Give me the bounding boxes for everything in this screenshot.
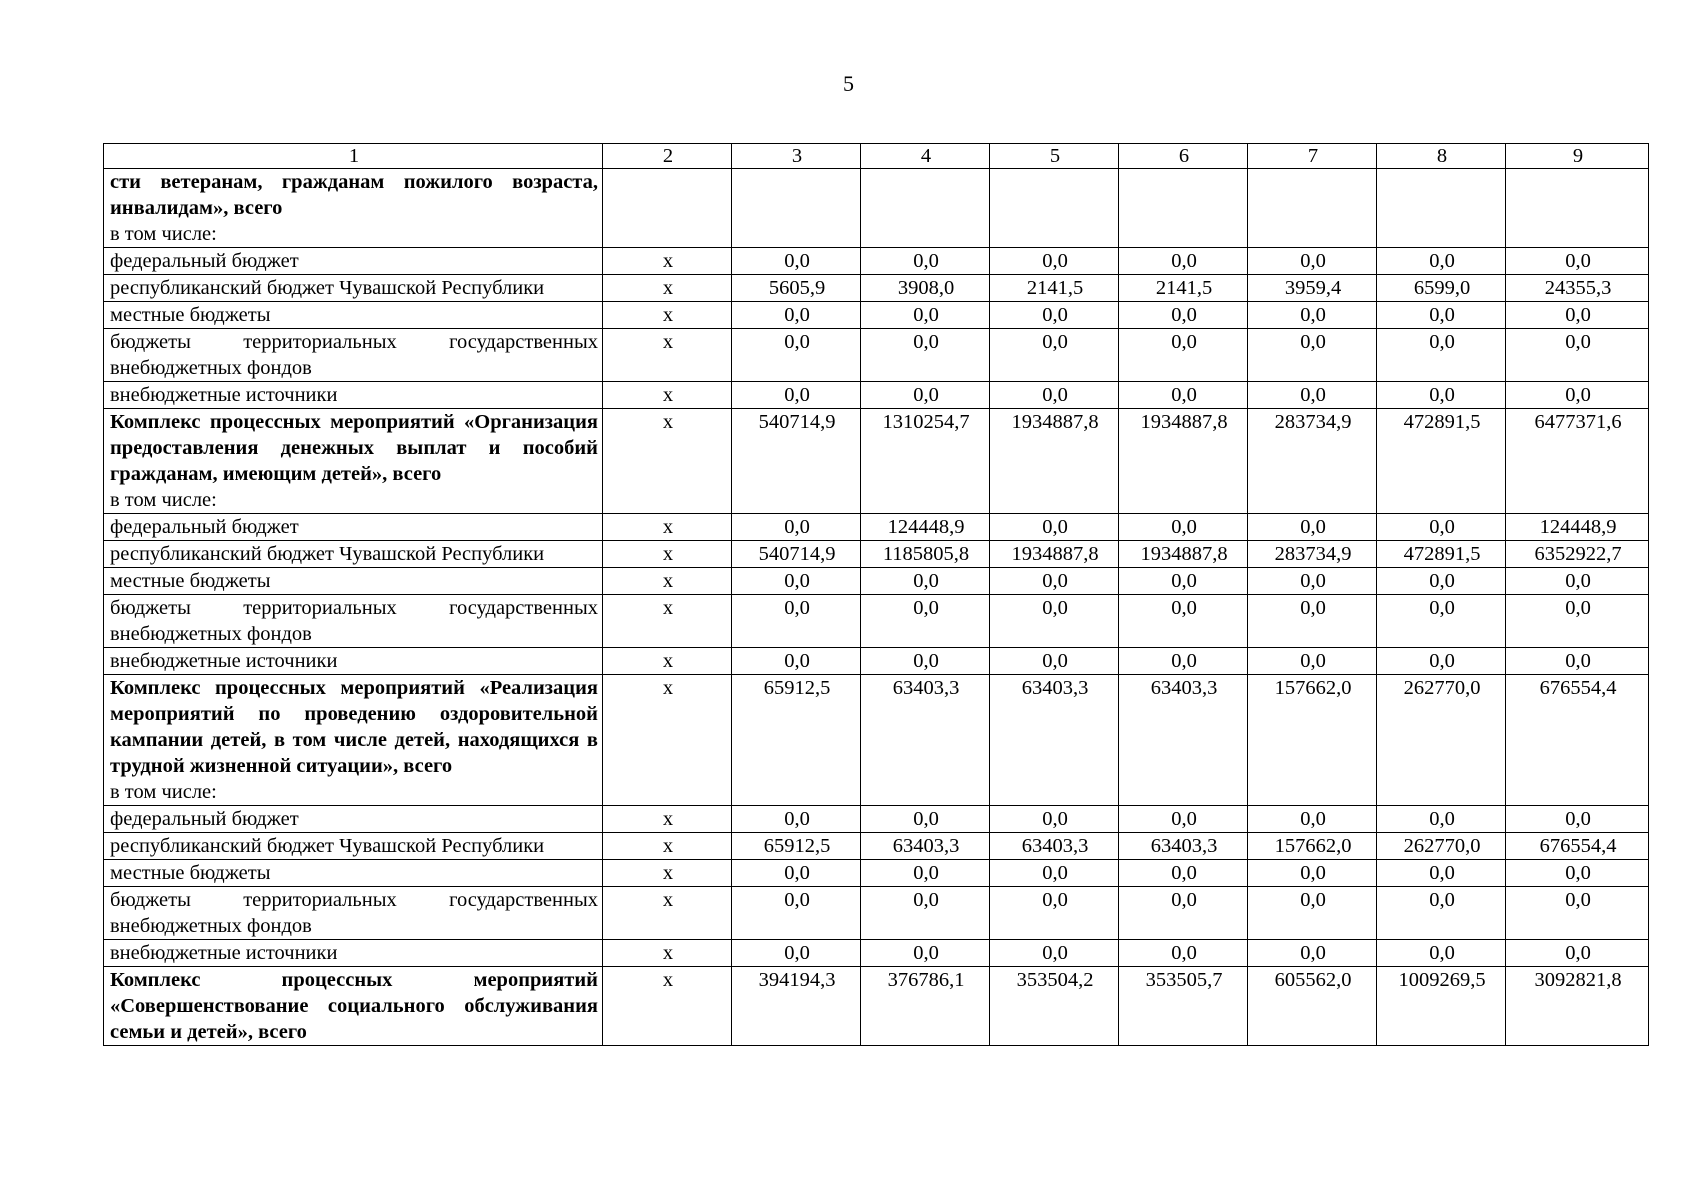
table-row-program-total (104, 675, 1649, 806)
row-label-cell (104, 329, 603, 382)
column-header: 2 (603, 144, 732, 169)
row-label: федеральный бюджет (110, 516, 299, 538)
row-label-cell (104, 887, 603, 940)
value-cell: 0,0 (1248, 887, 1377, 940)
table-row (104, 806, 1649, 833)
row-label-cell (104, 595, 603, 648)
row-label: республиканский бюджет Чувашской Республики (110, 543, 545, 565)
value-cell: 0,0 (861, 595, 990, 648)
value-cell: 353505,7 (1119, 967, 1248, 1046)
budget-table (103, 143, 1649, 1046)
row-label: местные бюджеты (110, 862, 271, 884)
row-label: внебюджетные источники (110, 650, 338, 672)
value-cell: 0,0 (1506, 248, 1649, 275)
value-cell: 63403,3 (1119, 675, 1248, 806)
row-label-cell (104, 514, 603, 541)
column-2-cell: х (603, 541, 732, 568)
value-cell: 0,0 (732, 940, 861, 967)
value-cell: 0,0 (732, 806, 861, 833)
value-cell (1248, 169, 1377, 248)
value-cell: 0,0 (1248, 514, 1377, 541)
value-cell: 0,0 (1248, 382, 1377, 409)
value-cell: 0,0 (1248, 248, 1377, 275)
table-row (104, 568, 1649, 595)
value-cell: 540714,9 (732, 541, 861, 568)
value-cell: 0,0 (1119, 514, 1248, 541)
column-2-cell: х (603, 302, 732, 329)
value-cell: 0,0 (1506, 860, 1649, 887)
value-cell: 0,0 (1506, 806, 1649, 833)
value-cell: 283734,9 (1248, 409, 1377, 514)
column-2-cell: х (603, 329, 732, 382)
value-cell: 0,0 (990, 302, 1119, 329)
row-label: сти ветеранам, гражданам пожилого возраста, инвалидам», всего (110, 171, 598, 219)
value-cell: 0,0 (1248, 940, 1377, 967)
value-cell: 0,0 (990, 595, 1119, 648)
row-label-cell (104, 675, 603, 806)
value-cell: 1310254,7 (861, 409, 990, 514)
value-cell: 540714,9 (732, 409, 861, 514)
value-cell: 2141,5 (990, 275, 1119, 302)
table-row (104, 833, 1649, 860)
row-label: внебюджетные источники (110, 384, 338, 406)
value-cell: 0,0 (732, 887, 861, 940)
table-row (104, 248, 1649, 275)
column-2-cell (603, 169, 732, 248)
value-cell: 283734,9 (1248, 541, 1377, 568)
value-cell: 0,0 (990, 860, 1119, 887)
row-label-cell (104, 541, 603, 568)
value-cell: 0,0 (1119, 302, 1248, 329)
value-cell: 63403,3 (861, 833, 990, 860)
value-cell: 63403,3 (1119, 833, 1248, 860)
value-cell (1119, 169, 1248, 248)
value-cell: 1934887,8 (990, 409, 1119, 514)
value-cell: 0,0 (1119, 860, 1248, 887)
value-cell: 0,0 (1248, 329, 1377, 382)
column-2-cell: х (603, 887, 732, 940)
column-header: 1 (104, 144, 603, 169)
value-cell: 0,0 (1248, 860, 1377, 887)
value-cell: 0,0 (1377, 514, 1506, 541)
value-cell: 2141,5 (1119, 275, 1248, 302)
table-row (104, 648, 1649, 675)
row-label: республиканский бюджет Чувашской Республики (110, 835, 545, 857)
value-cell: 63403,3 (861, 675, 990, 806)
value-cell: 0,0 (990, 329, 1119, 382)
value-cell: 0,0 (732, 648, 861, 675)
value-cell: 0,0 (1377, 248, 1506, 275)
value-cell: 0,0 (1506, 568, 1649, 595)
column-2-cell: х (603, 940, 732, 967)
value-cell: 0,0 (1119, 806, 1248, 833)
row-label-cell (104, 248, 603, 275)
value-cell: 6599,0 (1377, 275, 1506, 302)
value-cell: 0,0 (1506, 329, 1649, 382)
row-label: местные бюджеты (110, 304, 271, 326)
value-cell: 0,0 (990, 806, 1119, 833)
value-cell: 0,0 (732, 595, 861, 648)
table-row-program-total (104, 967, 1649, 1046)
value-cell: 3092821,8 (1506, 967, 1649, 1046)
row-label: Комплекс процессных мероприятий «Совершенствование социального обслуживания семьи и детей», всего (110, 969, 598, 1043)
row-label: федеральный бюджет (110, 250, 299, 272)
column-header: 3 (732, 144, 861, 169)
value-cell: 0,0 (861, 806, 990, 833)
column-header: 8 (1377, 144, 1506, 169)
column-2-cell: х (603, 382, 732, 409)
value-cell: 0,0 (1119, 940, 1248, 967)
row-label: республиканский бюджет Чувашской Республики (110, 277, 545, 299)
value-cell: 0,0 (1119, 887, 1248, 940)
table-body (104, 169, 1649, 1046)
row-label-cell (104, 967, 603, 1046)
column-header: 6 (1119, 144, 1248, 169)
value-cell (732, 169, 861, 248)
value-cell: 0,0 (732, 568, 861, 595)
value-cell: 0,0 (1377, 648, 1506, 675)
value-cell: 262770,0 (1377, 675, 1506, 806)
table-row (104, 940, 1649, 967)
row-label-cell (104, 860, 603, 887)
column-header: 9 (1506, 144, 1649, 169)
value-cell: 0,0 (1248, 648, 1377, 675)
value-cell: 0,0 (1377, 940, 1506, 967)
column-2-cell: х (603, 514, 732, 541)
value-cell: 0,0 (1377, 382, 1506, 409)
value-cell (861, 169, 990, 248)
value-cell: 63403,3 (990, 675, 1119, 806)
value-cell: 0,0 (990, 648, 1119, 675)
value-cell: 0,0 (990, 382, 1119, 409)
value-cell: 0,0 (1377, 595, 1506, 648)
value-cell: 0,0 (1119, 568, 1248, 595)
table-row (104, 302, 1649, 329)
value-cell: 0,0 (1506, 940, 1649, 967)
column-2-cell: х (603, 248, 732, 275)
value-cell: 0,0 (861, 382, 990, 409)
value-cell: 0,0 (1506, 382, 1649, 409)
row-sublabel: в том числе: (110, 781, 217, 803)
value-cell: 0,0 (1248, 595, 1377, 648)
value-cell: 157662,0 (1248, 675, 1377, 806)
value-cell: 262770,0 (1377, 833, 1506, 860)
value-cell: 0,0 (990, 514, 1119, 541)
value-cell: 0,0 (990, 887, 1119, 940)
value-cell: 0,0 (861, 940, 990, 967)
column-number-header-row (104, 144, 1649, 169)
column-header: 4 (861, 144, 990, 169)
value-cell: 0,0 (861, 329, 990, 382)
value-cell: 0,0 (861, 887, 990, 940)
column-2-cell: х (603, 568, 732, 595)
table-row (104, 595, 1649, 648)
value-cell: 394194,3 (732, 967, 861, 1046)
value-cell: 0,0 (1377, 568, 1506, 595)
row-label: Комплекс процессных мероприятий «Организация предоставления денежных выплат и пособий гражданам, имеющим детей», всего (110, 411, 598, 485)
column-2-cell: х (603, 860, 732, 887)
value-cell: 0,0 (1248, 568, 1377, 595)
row-label-cell (104, 568, 603, 595)
value-cell: 0,0 (1377, 887, 1506, 940)
value-cell: 124448,9 (861, 514, 990, 541)
value-cell: 0,0 (1377, 806, 1506, 833)
value-cell: 65912,5 (732, 833, 861, 860)
value-cell: 0,0 (1119, 329, 1248, 382)
value-cell: 0,0 (990, 940, 1119, 967)
value-cell: 3959,4 (1248, 275, 1377, 302)
row-label-cell (104, 940, 603, 967)
value-cell: 0,0 (861, 248, 990, 275)
value-cell: 0,0 (1377, 302, 1506, 329)
table-row (104, 860, 1649, 887)
row-label: бюджеты территориальных государственных внебюджетных фондов (110, 889, 598, 937)
value-cell: 0,0 (1506, 302, 1649, 329)
value-cell: 676554,4 (1506, 833, 1649, 860)
value-cell: 472891,5 (1377, 541, 1506, 568)
value-cell: 0,0 (861, 860, 990, 887)
value-cell: 1934887,8 (990, 541, 1119, 568)
value-cell: 353504,2 (990, 967, 1119, 1046)
value-cell: 0,0 (732, 860, 861, 887)
column-2-cell: х (603, 275, 732, 302)
row-label-cell (104, 833, 603, 860)
value-cell: 0,0 (1506, 887, 1649, 940)
column-2-cell: х (603, 648, 732, 675)
row-label-cell (104, 806, 603, 833)
value-cell: 605562,0 (1248, 967, 1377, 1046)
value-cell: 0,0 (990, 248, 1119, 275)
value-cell (1377, 169, 1506, 248)
value-cell: 472891,5 (1377, 409, 1506, 514)
column-header: 7 (1248, 144, 1377, 169)
row-label-cell (104, 409, 603, 514)
value-cell: 0,0 (1248, 806, 1377, 833)
row-label-cell (104, 302, 603, 329)
value-cell: 0,0 (1377, 860, 1506, 887)
value-cell: 0,0 (1119, 382, 1248, 409)
table-row (104, 514, 1649, 541)
value-cell: 1185805,8 (861, 541, 990, 568)
column-2-cell: х (603, 806, 732, 833)
value-cell: 0,0 (1248, 302, 1377, 329)
value-cell: 376786,1 (861, 967, 990, 1046)
value-cell: 676554,4 (1506, 675, 1649, 806)
table-row-program-total (104, 409, 1649, 514)
value-cell: 0,0 (732, 248, 861, 275)
value-cell: 0,0 (861, 648, 990, 675)
value-cell: 0,0 (732, 514, 861, 541)
value-cell: 0,0 (1506, 595, 1649, 648)
column-2-cell: х (603, 409, 732, 514)
value-cell: 5605,9 (732, 275, 861, 302)
table-row (104, 329, 1649, 382)
row-label-cell (104, 169, 603, 248)
value-cell: 1934887,8 (1119, 409, 1248, 514)
row-label: бюджеты территориальных государственных внебюджетных фондов (110, 597, 598, 645)
row-label: внебюджетные источники (110, 942, 338, 964)
table-row (104, 887, 1649, 940)
value-cell: 0,0 (861, 302, 990, 329)
column-2-cell: х (603, 833, 732, 860)
table-row (104, 275, 1649, 302)
value-cell: 63403,3 (990, 833, 1119, 860)
row-sublabel: в том числе: (110, 223, 217, 245)
value-cell (990, 169, 1119, 248)
value-cell: 0,0 (732, 329, 861, 382)
value-cell: 0,0 (1119, 248, 1248, 275)
value-cell: 0,0 (1377, 329, 1506, 382)
value-cell: 157662,0 (1248, 833, 1377, 860)
row-label: Комплекс процессных мероприятий «Реализация мероприятий по проведению оздоровительной кампании детей, в том числе детей, находящихся в трудной жизненной ситуации», всего (110, 677, 598, 777)
value-cell: 1934887,8 (1119, 541, 1248, 568)
value-cell: 0,0 (1119, 648, 1248, 675)
row-label-cell (104, 382, 603, 409)
column-2-cell: х (603, 967, 732, 1046)
value-cell: 6477371,6 (1506, 409, 1649, 514)
value-cell: 0,0 (861, 568, 990, 595)
value-cell (1506, 169, 1649, 248)
column-2-cell: х (603, 595, 732, 648)
table-row-program-total (104, 169, 1649, 248)
value-cell: 1009269,5 (1377, 967, 1506, 1046)
value-cell: 0,0 (1506, 648, 1649, 675)
row-sublabel: в том числе: (110, 489, 217, 511)
row-label-cell (104, 648, 603, 675)
value-cell: 65912,5 (732, 675, 861, 806)
value-cell: 24355,3 (1506, 275, 1649, 302)
value-cell: 3908,0 (861, 275, 990, 302)
value-cell: 124448,9 (1506, 514, 1649, 541)
page-number: 5 (843, 71, 854, 96)
row-label-cell (104, 275, 603, 302)
row-label: местные бюджеты (110, 570, 271, 592)
row-label: бюджеты территориальных государственных внебюджетных фондов (110, 331, 598, 379)
column-2-cell: х (603, 675, 732, 806)
value-cell: 0,0 (1119, 595, 1248, 648)
value-cell: 6352922,7 (1506, 541, 1649, 568)
value-cell: 0,0 (732, 382, 861, 409)
value-cell: 0,0 (732, 302, 861, 329)
row-label: федеральный бюджет (110, 808, 299, 830)
column-header: 5 (990, 144, 1119, 169)
value-cell: 0,0 (990, 568, 1119, 595)
table-row (104, 382, 1649, 409)
table-row (104, 541, 1649, 568)
